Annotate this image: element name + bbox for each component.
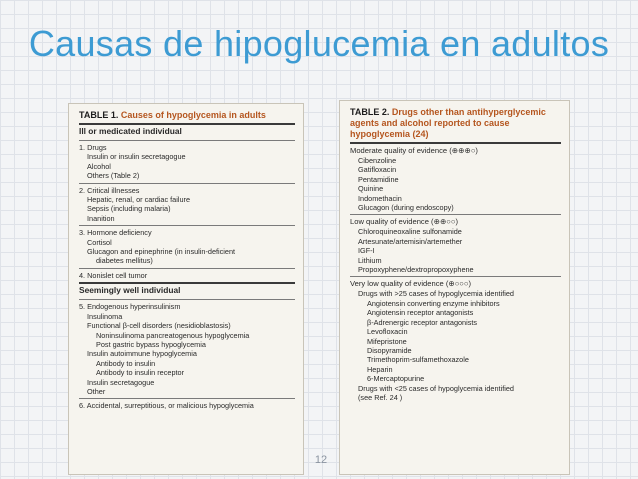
divider: [79, 225, 295, 226]
table1-title: TABLE 1. Causes of hypoglycemia in adults: [79, 110, 266, 120]
list-item: 1. Drugs: [79, 143, 107, 152]
divider: [79, 299, 295, 300]
list-item: Cibenzoline: [358, 156, 397, 165]
list-item: Drugs with <25 cases of hypoglycemia identified: [358, 383, 514, 393]
list-item: Indomethacin: [358, 193, 402, 203]
list-item: Gatifloxacin: [358, 165, 397, 175]
list-item: Insulinoma: [87, 311, 123, 321]
list-item: Post gastric bypass hypoglycemia: [96, 339, 206, 349]
page-number: 12: [314, 454, 328, 466]
list-item: 6. Accidental, surreptitious, or malicious hypoglycemia: [79, 401, 254, 411]
list-item: 3. Hormone deficiency: [79, 228, 152, 238]
list-item: Insulin or insulin secretagogue: [87, 152, 186, 162]
evidence-level-header: Moderate quality of evidence (⊕⊕⊕○): [350, 146, 478, 155]
divider: [79, 140, 295, 141]
table1-causes-of-hypoglycemia: [68, 103, 304, 475]
table2-title: TABLE 2. Drugs other than antihyperglycemic agents and alcohol reported to cause hypoglycemia (24): [350, 107, 546, 139]
list-item: Quinine: [358, 184, 384, 194]
list-item: Disopyramide: [367, 345, 412, 355]
list-item: Insulin autoimmune hypoglycemia: [87, 349, 197, 359]
divider: [350, 142, 561, 144]
list-item: Angiotensin converting enzyme inhibitors: [367, 298, 500, 308]
list-item: Others (Table 2): [87, 171, 140, 181]
list-item: Antibody to insulin receptor: [96, 368, 185, 378]
list-item: IGF-I: [358, 246, 375, 256]
list-item: 2. Critical illnesses: [79, 185, 140, 195]
list-item: Propoxyphene/dextropropoxyphene: [358, 265, 474, 275]
list-item: Drugs with >25 cases of hypoglycemia identified: [358, 289, 514, 299]
slide-title: Causas de hipoglucemia en adultos: [28, 23, 610, 64]
section-header: Seemingly well individual: [79, 285, 181, 296]
divider: [79, 398, 295, 399]
list-item: Artesunate/artemisin/artemether: [358, 236, 463, 246]
divider: [350, 214, 561, 215]
list-item: Alcohol: [87, 161, 111, 171]
list-item: Levofloxacin: [367, 327, 408, 337]
list-item: Noninsulinoma pancreatogenous hypoglycemia: [96, 330, 250, 340]
list-item: Lithium: [358, 255, 382, 265]
divider: [79, 183, 295, 184]
section-header: Ill or medicated individual: [79, 126, 182, 136]
list-item: Trimethoprim-sulfamethoxazole: [367, 355, 469, 365]
list-item: 4. Nonislet cell tumor: [79, 270, 148, 280]
list-item: Angiotensin receptor antagonists: [367, 308, 474, 318]
list-item: Sepsis (including malaria): [87, 204, 171, 214]
divider: [350, 276, 561, 277]
list-item: Functional β-cell disorders (nesidioblastosis): [87, 321, 231, 331]
table2-other-drugs: [339, 100, 570, 475]
list-item: Hepatic, renal, or cardiac failure: [87, 195, 191, 205]
list-item: Glucagon and epinephrine (in insulin-deficient: [87, 247, 236, 257]
list-item: Insulin secretagogue: [87, 377, 155, 387]
list-item: Cortisol: [87, 237, 112, 247]
list-item: Pentamidine: [358, 174, 399, 184]
list-item: β-Adrenergic receptor antagonists: [367, 317, 478, 327]
list-item: Chloroquineoxaline sulfonamide: [358, 227, 462, 237]
evidence-level-header: Very low quality of evidence (⊕○○○): [350, 279, 471, 289]
list-item: Antibody to insulin: [96, 358, 156, 368]
evidence-level-header: Low quality of evidence (⊕⊕○○): [350, 217, 459, 227]
list-item: (see Ref. 24 ): [358, 392, 403, 402]
divider: [79, 268, 295, 269]
list-item: diabetes mellitus): [96, 256, 153, 266]
list-item: Inanition: [87, 213, 115, 223]
list-item: Heparin: [367, 364, 393, 374]
list-item: Glucagon (during endoscopy): [358, 203, 454, 213]
list-item: Other: [87, 386, 106, 396]
list-item: Mifepristone: [367, 336, 407, 346]
list-item: 5. Endogenous hyperinsulinism: [79, 302, 181, 312]
list-item: 6-Mercaptopurine: [367, 374, 425, 384]
